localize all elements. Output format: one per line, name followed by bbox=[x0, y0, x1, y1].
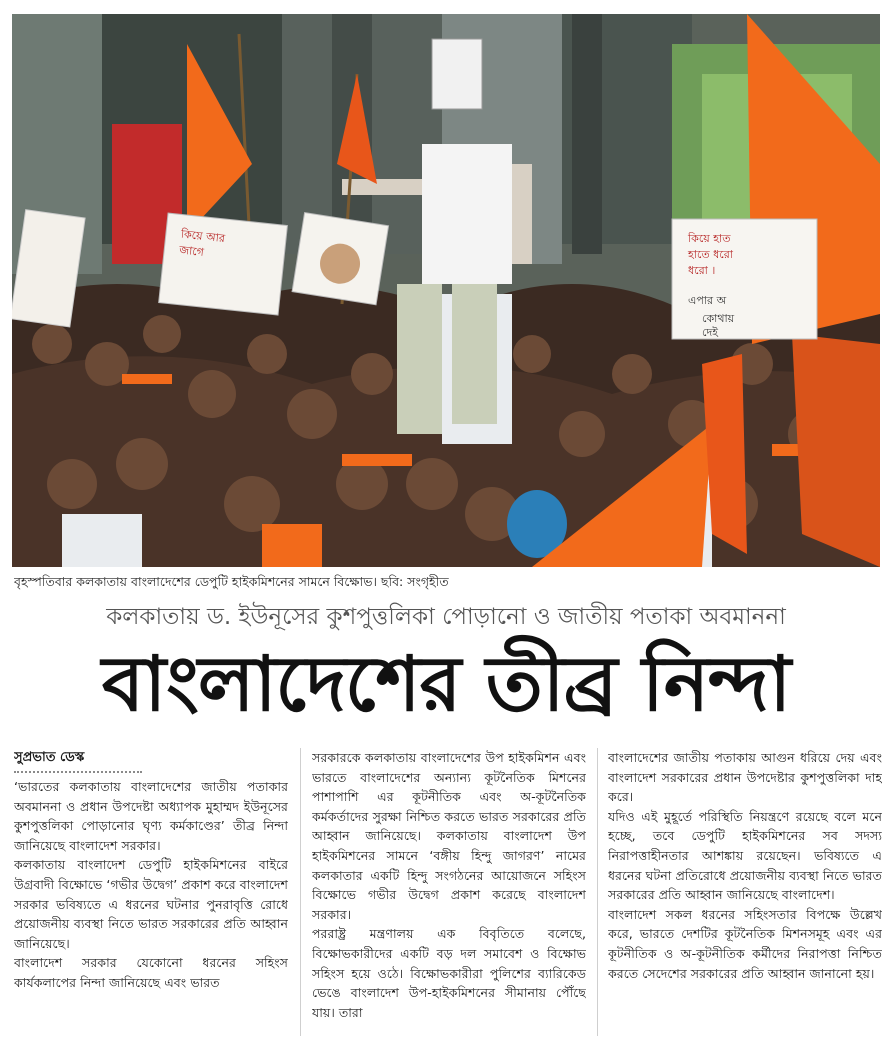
article-paragraph: বাংলাদেশের জাতীয় পতাকায় আগুন ধরিয়ে দেয় এবং বাংলাদেশ সরকারের প্রধান উপদেষ্টার কুশপুত্তলিকা দাহ করে। bbox=[608, 750, 882, 805]
protest-photo bbox=[12, 14, 880, 567]
byline: সুপ্রভাত ডেস্ক bbox=[14, 748, 142, 773]
article-column-1 bbox=[14, 748, 288, 1038]
column-divider bbox=[300, 748, 301, 1036]
column-divider bbox=[597, 748, 598, 1036]
article-paragraph: সরকারকে কলকাতায় বাংলাদেশের উপ হাইকমিশন এবং ভারতে বাংলাদেশের অন্যান্য কূটনৈতিক মিশনের পাশাপাশি এর কূটনীতিক এবং অ-কূটনৈতিক কর্মকর্তাদের সুরক্ষা নিশ্চিত করতে ভারত সরকারের প্রতি আহ্বান জানিয়েছে। কলকাতায় বাংলাদেশ উপ হাইকমিশনের সামনে ‘বঙ্গীয় হিন্দু জাগরণ’ নামের কলকাতার একটি হিন্দু সংগঠনের আয়োজনে সহিংস বিক্ষোভে গভীর উদ্বেগ প্রকাশ করেছে বাংলাদেশ সরকার। bbox=[312, 750, 586, 922]
placard-text: এপার অ bbox=[688, 294, 727, 307]
photo-caption: বৃহস্পতিবার কলকাতায় বাংলাদেশের ডেপুটি হাইকমিশনের সামনে বিক্ষোভ। ছবি: সংগৃহীত bbox=[14, 574, 449, 589]
article-column-2 bbox=[312, 748, 586, 1038]
placard-text: জাগে bbox=[178, 243, 205, 259]
placard-text: হাতে ধরো bbox=[688, 248, 733, 261]
protest-photo-illustration bbox=[12, 14, 880, 567]
article-paragraph: কলকাতায় বাংলাদেশ ডেপুটি হাইকমিশনের বাইরে উগ্রবাদী বিক্ষোভে ‘গভীর উদ্বেগ’ প্রকাশ করে বাংলাদেশ সরকার ভবিষ্যতে এ ধরনের ঘটনার পুনরাবৃত্তি রোধে প্রয়োজনীয় ব্যবস্থা নিতে ভারত সরকারের প্রতি আহ্বান জানিয়েছে। bbox=[14, 857, 288, 951]
article-paragraph: যদিও এই মুহূর্তে পরিস্থিতি নিয়ন্ত্রণে রয়েছে বলে মনে হচ্ছে, তবে ডেপুটি হাইকমিশনের সব সদস্য নিরাপত্তাহীনতার আশঙ্কায় রয়েছেন। ভবিষ্যতে এ ধরনের ঘটনা প্রতিরোধে প্রয়োজনীয় ব্যবস্থা নিতে ভারত সরকারের প্রতি আহ্বান জানিয়েছে বাংলাদেশ। bbox=[608, 808, 882, 903]
placard-text: কিয়ে আর bbox=[180, 227, 226, 246]
article-paragraph: ‘ভারতের কলকাতায় বাংলাদেশের জাতীয় পতাকার অবমাননা ও প্রধান উপদেষ্টা অধ্যাপক মুহাম্মদ ইউনূসের কুশপুত্তলিকা পোড়ানোর ঘৃণ্য কর্মকাণ্ডের’ তীব্র নিন্দা জানিয়েছে বাংলাদেশ সরকার। bbox=[14, 779, 288, 853]
article-paragraph: বাংলাদেশ সরকার যেকোনো ধরনের সহিংস কার্যকলাপের নিন্দা জানিয়েছে এবং ভারত bbox=[14, 955, 288, 990]
placard-text: ধরো । bbox=[688, 264, 716, 277]
headline: বাংলাদেশের তীব্র নিন্দা bbox=[101, 639, 791, 728]
article-column-3 bbox=[608, 748, 882, 1038]
kicker-subheading: কলকাতায় ড. ইউনূসের কুশপুত্তলিকা পোড়ানো ও জাতীয় পতাকা অবমাননা bbox=[106, 604, 786, 630]
placard-text: কোথায় bbox=[702, 312, 735, 325]
placard-text: কিয়ে হাত bbox=[688, 232, 731, 245]
placard-text: দেই bbox=[702, 326, 718, 339]
article-paragraph: বাংলাদেশ সকল ধরনের সহিংসতার বিপক্ষে উল্লেখ করে, ভারতে দেশটির কূটনৈতিক মিশনসমূহ এবং এর কূটনীতিক ও অ-কূটনীতিক কর্মীদের নিরাপত্তা নিশ্চিত করতে সেদেশের সরকারের প্রতি আহ্বান জানানো হয়। bbox=[608, 906, 882, 981]
article-paragraph: পররাষ্ট্র মন্ত্রণালয় এক বিবৃতিতে বলেছে, বিক্ষোভকারীদের একটি বড় দল সমাবেশ ও বিক্ষোভ সহিংস হয়ে ওঠে। বিক্ষোভকারীরা পুলিশের ব্যারিকেড ভেঙে বাংলাদেশ উপ-হাইকমিশনের সীমানায় পৌঁছে যায়। তারা bbox=[312, 926, 586, 1020]
